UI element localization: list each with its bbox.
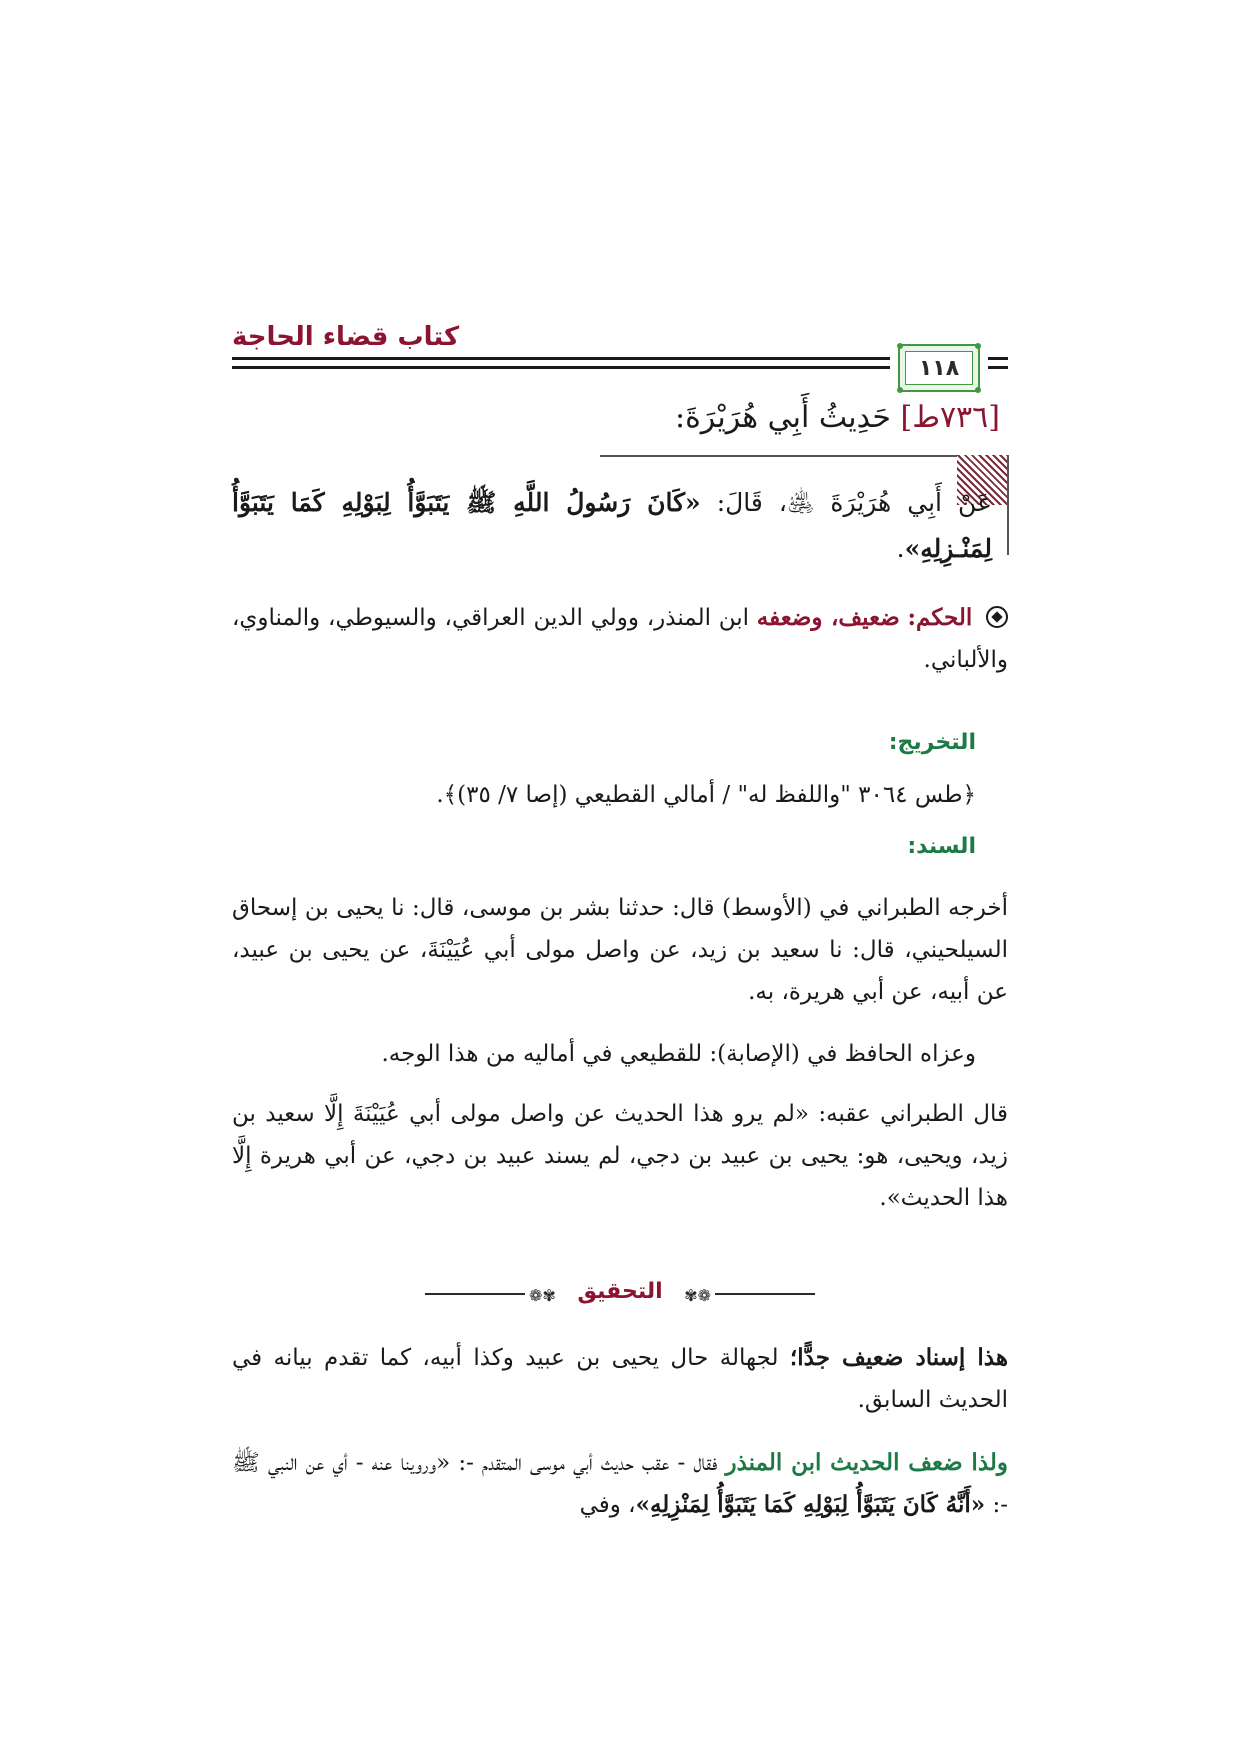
tahqiq-paragraph-1 [232,1337,1008,1421]
ruling-label: الحكم: [907,604,973,631]
sanad-paragraph-1: أخرجه الطبراني في (الأوسط) قال: حدثنا بشر بن موسى، قال: نا يحيى بن إسحاق السيلحيني، قال: نا سعيد بن زيد، عن واصل مولى أبي عُيَيْنَةَ، عن يحيى بن عبيد، عن أبيه، عن أبي هريرة، به. [232,895,1008,1005]
ruling-text: ابن المنذر، وولي الدين العراقي، والسيوطي، والمناوي، والألباني. [232,605,1008,673]
sanad-label: السند: [907,834,976,859]
hadith-title-text: حَدِيثُ أَبِي هُرَيْرَةَ: [674,400,891,435]
hadith-title [674,400,1000,435]
running-title: كتاب قضاء الحاجة [232,322,460,352]
divider-ornament-left: ❁✾ [529,1286,556,1305]
header-rule-bottom [232,366,890,369]
tahqiq-reason: لجهالة حال يحيى بن عبيد وكذا أبيه، كما تقدم بيانه في الحديث السابق. [232,1345,1008,1413]
sanad-paragraph-2: وعزاه الحافظ في (الإصابة): للقطيعي في أماليه من هذا الوجه. [381,1041,976,1067]
tahqiq-divider [425,1279,815,1309]
tahqiq-quote: «أَنَّهُ كَانَ يَتَبَوَّأُ لِبَوْلِهِ كَمَا يَتَبَوَّأُ لِمَنْزِلِهِ» [635,1491,986,1518]
hadith-matn: «كَانَ رَسُولُ اللَّهِ ﷺ يَتَبَوَّأُ لِبَوْلِهِ كَمَا يَتَبَوَّأُ لِمَنْـزِلِهِ» [232,488,992,563]
hadith-number: [٧٣٦ط] [900,400,1000,435]
divider-ornament-right: ✾❁ [684,1286,711,1305]
tahqiq-quote-intro: فقال - عقب حديث أبي موسى المتقدم -: «وروينا عنه - أي عن النبي ﷺ -: [232,1450,1008,1518]
seal-icon [986,606,1008,628]
hadith-frame-top [600,455,957,457]
ruling-grade: ضعيف، وضعفه [756,604,900,631]
header-rule-right-bottom [988,366,1008,369]
page-number: ١١٨ [905,351,973,385]
takhrij-text: ﴿طس ٣٠٦٤ "واللفظ له" / أمالي القطيعي (إصا ٧/ ٣٥)﴾. [436,782,976,808]
page-number-badge [898,344,980,392]
takhrij-label: التخريج: [888,730,976,755]
sanad-paragraph-3: قال الطبراني عقبه: «لم يرو هذا الحديث عن واصل مولى أبي عُيَيْنَةَ إِلَّا سعيد بن زيد، ويحيى، هو: يحيى بن عبيد بن دجي، لم يسند عبيد بن دجي، عن أبي هريرة إِلَّا هذا الحديث». [232,1101,1008,1211]
hadith-end-punct: . [896,534,905,563]
tahqiq-verdict: هذا إسناد ضعيف جدًّا؛ [789,1344,1009,1371]
hadith-text [232,480,992,572]
ruling-paragraph [232,597,1008,681]
tahqiq-paragraph-2 [232,1442,1008,1526]
hadith-frame-side [1007,455,1009,555]
divider-line-right [715,1293,815,1295]
tahqiq-tail: ، وفي [579,1492,636,1518]
hadith-narrator: عَنْ أَبِي هُرَيْرَةَ ﵁، قَالَ: [716,488,992,517]
header-rule-right-top [988,357,1008,360]
header-rule-top [232,357,890,360]
tahqiq-weakened-by: ولذا ضعف الحديث ابن المنذر [725,1449,1009,1476]
tahqiq-label: التحقيق [577,1279,663,1304]
